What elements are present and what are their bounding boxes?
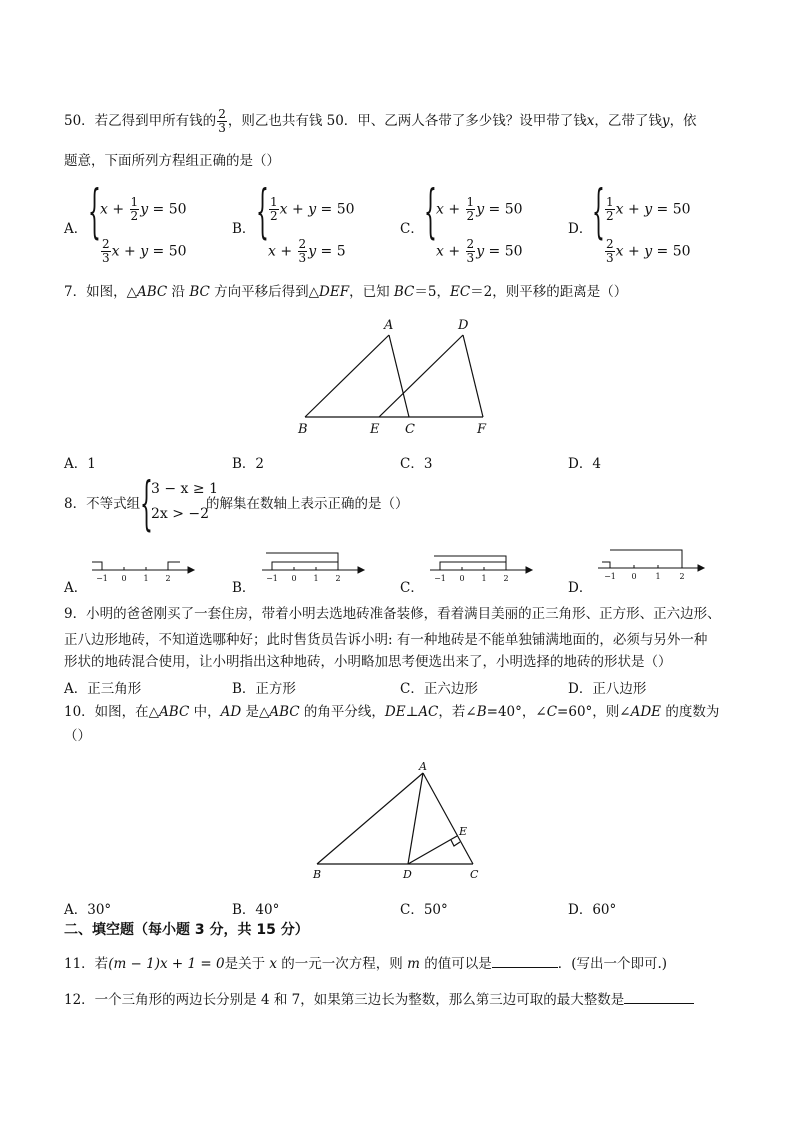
q10-segment-ad bbox=[408, 773, 423, 864]
q7-label-b: B bbox=[298, 422, 308, 437]
svg-text:−1: −1 bbox=[604, 572, 616, 581]
svg-text:−1: −1 bbox=[96, 574, 108, 583]
q10-side-ab bbox=[317, 773, 423, 864]
q7-label-c: C bbox=[405, 422, 415, 437]
q50-text: 50．若乙得到甲所有钱的 bbox=[64, 113, 217, 129]
q10-option-b[interactable]: B．40° bbox=[232, 902, 280, 918]
q8-numberline-a[interactable] bbox=[88, 552, 198, 586]
svg-text:0: 0 bbox=[291, 574, 297, 583]
q8-text-a: 8．不等式组 bbox=[64, 496, 141, 512]
q7-side-df bbox=[463, 335, 483, 417]
q10-segment-de bbox=[408, 836, 457, 864]
svg-text:0: 0 bbox=[631, 572, 637, 581]
q50-option-d-eq1: $\frac{1}{2}$ x + y = 50 bbox=[606, 195, 691, 223]
svg-text:2: 2 bbox=[503, 574, 509, 583]
q10-label-d: D bbox=[403, 868, 412, 881]
q9-option-a[interactable]: A．正三角形 bbox=[64, 681, 142, 697]
q11-question: 11．若(m − 1)x + 1 = 0是关于 x 的一元一次方程，则 m 的值可以是 ．(写出一个即可.) bbox=[64, 953, 667, 974]
q7-label-a: A bbox=[384, 318, 394, 333]
q10-right-angle bbox=[451, 840, 460, 846]
q8-ineq1: 3 − x ≥ 1 bbox=[151, 481, 218, 497]
svg-text:−1: −1 bbox=[434, 574, 446, 583]
svg-text:1: 1 bbox=[655, 572, 661, 581]
q9-line3: 形状的地砖混合使用，让小明指出这种地砖，小明略加思考便选出来了，小明选择的地砖的形状是（） bbox=[64, 654, 672, 670]
q50-option-a-label[interactable]: A． bbox=[64, 221, 88, 237]
q12-answer-blank[interactable] bbox=[624, 989, 694, 1004]
svg-text:1: 1 bbox=[313, 574, 319, 583]
q7-option-c[interactable]: C．3 bbox=[400, 456, 433, 472]
q50-option-b-label[interactable]: B． bbox=[232, 221, 256, 237]
q9-option-d[interactable]: D．正八边形 bbox=[568, 681, 647, 697]
q11-expression: (m − 1)x + 1 = 0 bbox=[108, 956, 225, 972]
q8-ineq2: 2x > −2 bbox=[151, 506, 210, 522]
q50-option-c-eq2: x + $\frac{2}{3}$ y = 50 bbox=[436, 237, 523, 265]
svg-text:0: 0 bbox=[121, 574, 127, 583]
q7-question: 7．如图，△ABC 沿 BC 方向平移后得到△DEF，已知 BC＝5，EC＝2，则平移的距离是（） bbox=[64, 284, 628, 300]
q9-line2: 正八边形地砖，不知道选哪种好；此时售货员告诉小明: 有一种地砖是不能单独铺满地面的，必须与另外一种 bbox=[64, 632, 708, 648]
q50-option-a-eq1: x + $\frac{1}{2}$ y = 50 bbox=[100, 195, 187, 223]
q9-option-c[interactable]: C．正六边形 bbox=[400, 681, 478, 697]
q10-label-e: E bbox=[459, 825, 468, 838]
q10-option-d[interactable]: D．60° bbox=[568, 902, 617, 918]
q8-numberline-d[interactable] bbox=[594, 546, 710, 586]
q8-option-c[interactable]: C． bbox=[400, 580, 424, 596]
q7-label-e: E bbox=[370, 422, 380, 437]
q10-label-b: B bbox=[313, 868, 322, 881]
svg-text:0: 0 bbox=[459, 574, 465, 583]
q7-label-f: F bbox=[477, 422, 487, 437]
q9-option-b[interactable]: B．正方形 bbox=[232, 681, 296, 697]
q50-option-d-label[interactable]: D． bbox=[568, 221, 593, 237]
svg-text:2: 2 bbox=[335, 574, 341, 583]
q10-label-c: C bbox=[470, 868, 479, 881]
q50-option-d-eq2: $\frac{2}{3}$ x + y = 50 bbox=[606, 237, 691, 265]
q7-option-a[interactable]: A．1 bbox=[64, 456, 96, 472]
q12-question: 12．一个三角形的两边长分别是 4 和 7，如果第三边长为整数，那么第三边可取的最大整数是 bbox=[64, 989, 694, 1010]
svg-text:2: 2 bbox=[679, 572, 685, 581]
q50-option-c-eq1: x + $\frac{1}{2}$ y = 50 bbox=[436, 195, 523, 223]
q10-option-a[interactable]: A．30° bbox=[64, 902, 112, 918]
q10-label-a: A bbox=[419, 760, 427, 773]
q7-side-ab bbox=[305, 335, 389, 417]
q8-option-a[interactable]: A． bbox=[64, 580, 88, 596]
q10-line1: 10．如图，在△ABC 中，AD 是△ABC 的角平分线，DE⊥AC，若∠B=40°，∠C=60°，则∠ADE 的度数为 bbox=[64, 704, 720, 720]
q8-numberline-c[interactable] bbox=[426, 550, 536, 586]
section-title: 二、填空题（每小题 3 分，共 15 分） bbox=[64, 922, 309, 938]
q8-text-b: 的解集在数轴上表示正确的是（） bbox=[206, 496, 409, 512]
q10-line2: （） bbox=[64, 728, 91, 744]
svg-text:1: 1 bbox=[143, 574, 149, 583]
q7-figure bbox=[290, 315, 500, 440]
q50-option-b-eq1: $\frac{1}{2}$ x + y = 50 bbox=[270, 195, 355, 223]
q11-answer-blank[interactable] bbox=[492, 953, 558, 968]
q50-option-b-eq2: x + $\frac{2}{3}$ y = 5 bbox=[268, 237, 346, 265]
q10-figure bbox=[305, 758, 495, 883]
q8-option-d[interactable]: D． bbox=[568, 580, 593, 596]
q8-option-b[interactable]: B． bbox=[232, 580, 256, 596]
q50-fraction: $\frac{2}{3}$ bbox=[218, 107, 226, 135]
q50-line1: 50．若乙得到甲所有钱的 $\frac{2}{3}$ ，则乙也共有钱 50．甲、乙两人各带了多少钱？设甲带了钱x，乙带了钱y，依 bbox=[64, 107, 697, 135]
q50-line2: 题意，下面所列方程组正确的是（） bbox=[64, 153, 280, 169]
q10-option-c[interactable]: C．50° bbox=[400, 902, 448, 918]
q50-option-a-eq2: $\frac{2}{3}$ x + y = 50 bbox=[102, 237, 187, 265]
q7-option-d[interactable]: D．4 bbox=[568, 456, 601, 472]
q8-numberline-b[interactable] bbox=[258, 548, 368, 586]
svg-text:2: 2 bbox=[165, 574, 171, 583]
q50-option-c-label[interactable]: C． bbox=[400, 221, 424, 237]
q7-option-b[interactable]: B．2 bbox=[232, 456, 265, 472]
svg-text:−1: −1 bbox=[266, 574, 278, 583]
svg-text:1: 1 bbox=[481, 574, 487, 583]
q10-side-ac bbox=[423, 773, 473, 864]
q7-label-d: D bbox=[458, 318, 469, 333]
q9-line1: 9．小明的爸爸刚买了一套住房，带着小明去选地砖准备装修，看着满目美丽的正三角形、正方形、正六边形、 bbox=[64, 606, 721, 622]
